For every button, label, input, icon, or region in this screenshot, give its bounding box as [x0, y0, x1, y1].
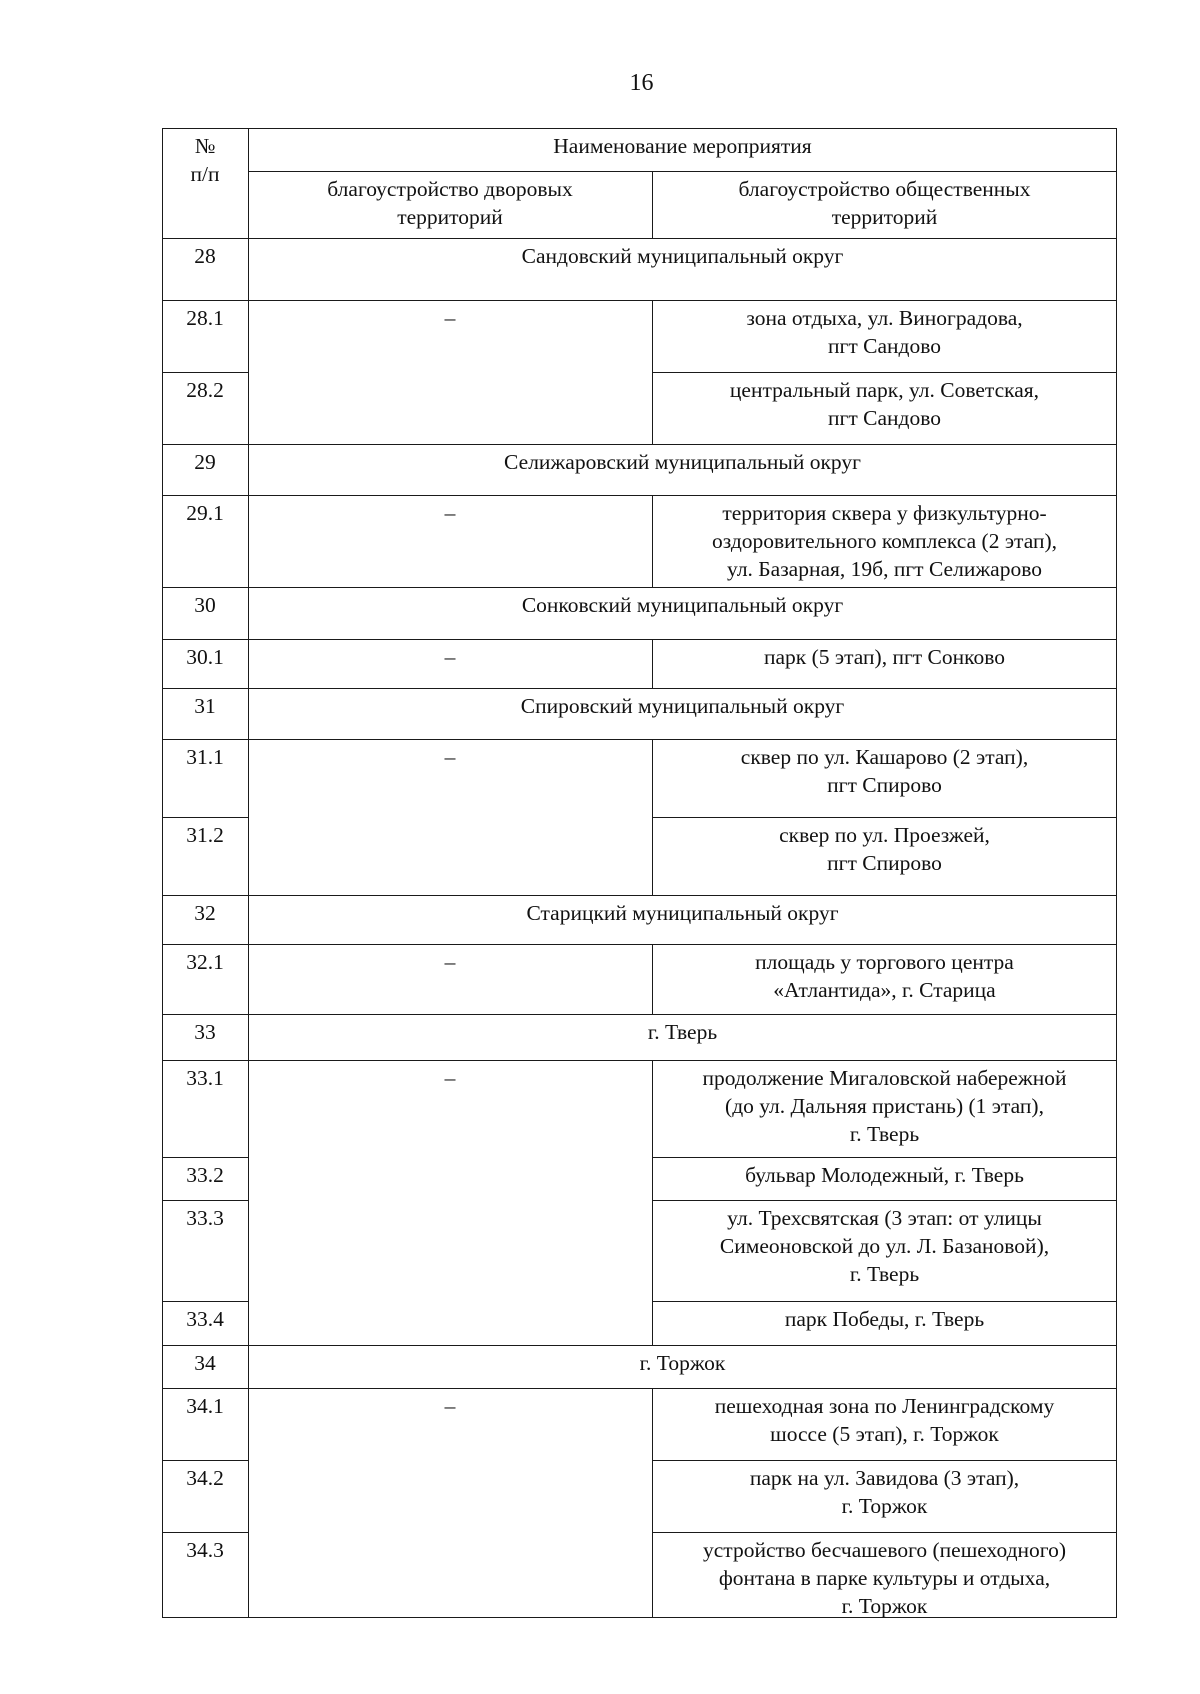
row-num: 34.3 [186, 1538, 224, 1562]
public-territory: территория сквера у физкультурно- оздоровительного комплекса (2 этап), ул. Базарная, 19б, пгт Селижарово [711, 501, 1058, 581]
row-num: 33.3 [186, 1206, 224, 1230]
district-name: Спировский муниципальный округ [520, 694, 845, 718]
district-name: Селижаровский муниципальный округ [504, 450, 861, 474]
public-territory: центральный парк, ул. Советская, пгт Сандово [729, 378, 1040, 430]
row-num: 29 [194, 450, 216, 474]
row-num: 31.2 [186, 823, 224, 847]
row-num: 33.4 [186, 1307, 224, 1331]
row-num: 28 [194, 244, 216, 268]
header-num: № п/п [190, 134, 220, 186]
row-num: 31 [194, 694, 216, 718]
yard-dash: – [444, 1066, 456, 1090]
public-territory: сквер по ул. Проезжей, пгт Спирово [779, 823, 990, 875]
row-num: 28.2 [186, 378, 224, 402]
public-territory: ул. Трехсвятская (3 этап: от улицы Симеоновской до ул. Л. Базановой), г. Тверь [719, 1206, 1050, 1286]
district-name: г. Торжок [639, 1351, 726, 1375]
row-num: 31.1 [186, 745, 224, 769]
district-name: Старицкий муниципальный округ [526, 901, 839, 925]
row-num: 28.1 [186, 306, 224, 330]
yard-dash: – [444, 645, 456, 669]
yard-dash: – [444, 745, 456, 769]
row-num: 30.1 [186, 645, 224, 669]
public-territory: парк (5 этап), пгт Сонково [763, 645, 1005, 669]
public-territory: устройство бесчашевого (пешеходного) фонтана в парке культуры и отдыха, г. Торжок [703, 1538, 1066, 1618]
header-yard: благоустройство дворовых территорий [327, 177, 573, 229]
public-territory: продолжение Мигаловской набережной (до ул. Дальняя пристань) (1 этап), г. Тверь [702, 1066, 1067, 1146]
district-name: г. Тверь [647, 1020, 718, 1044]
page-number: 16 [629, 70, 654, 96]
public-territory: пешеходная зона по Ленинградскому шоссе (5 этап), г. Торжок [714, 1394, 1055, 1446]
yard-dash: – [444, 1394, 456, 1418]
row-num: 32.1 [186, 950, 224, 974]
yard-dash: – [444, 950, 456, 974]
header-title: Наименование мероприятия [553, 134, 812, 158]
row-num: 30 [194, 593, 216, 617]
public-territory: площадь у торгового центра «Атлантида», г. Старица [755, 950, 1014, 1002]
row-num: 33.1 [186, 1066, 224, 1090]
row-num: 34.2 [186, 1466, 224, 1490]
yard-dash: – [444, 501, 456, 525]
yard-dash: – [444, 306, 456, 330]
public-territory: парк на ул. Завидова (3 этап), г. Торжок [749, 1466, 1020, 1518]
row-num: 29.1 [186, 501, 224, 525]
public-territory: парк Победы, г. Тверь [784, 1307, 985, 1331]
row-num: 34.1 [186, 1394, 224, 1418]
row-num: 34 [194, 1351, 216, 1375]
row-num: 32 [194, 901, 216, 925]
row-num: 33.2 [186, 1163, 224, 1187]
row-num: 33 [194, 1020, 216, 1044]
header-public: благоустройство общественных территорий [738, 177, 1031, 229]
district-name: Сонковский муниципальный округ [521, 593, 844, 617]
measures-table [162, 128, 1117, 1618]
public-territory: зона отдыха, ул. Виноградова, пгт Сандово [746, 306, 1023, 358]
district-name: Сандовский муниципальный округ [521, 244, 844, 268]
public-territory: сквер по ул. Кашарово (2 этап), пгт Спирово [740, 745, 1029, 797]
public-territory: бульвар Молодежный, г. Тверь [745, 1163, 1024, 1187]
